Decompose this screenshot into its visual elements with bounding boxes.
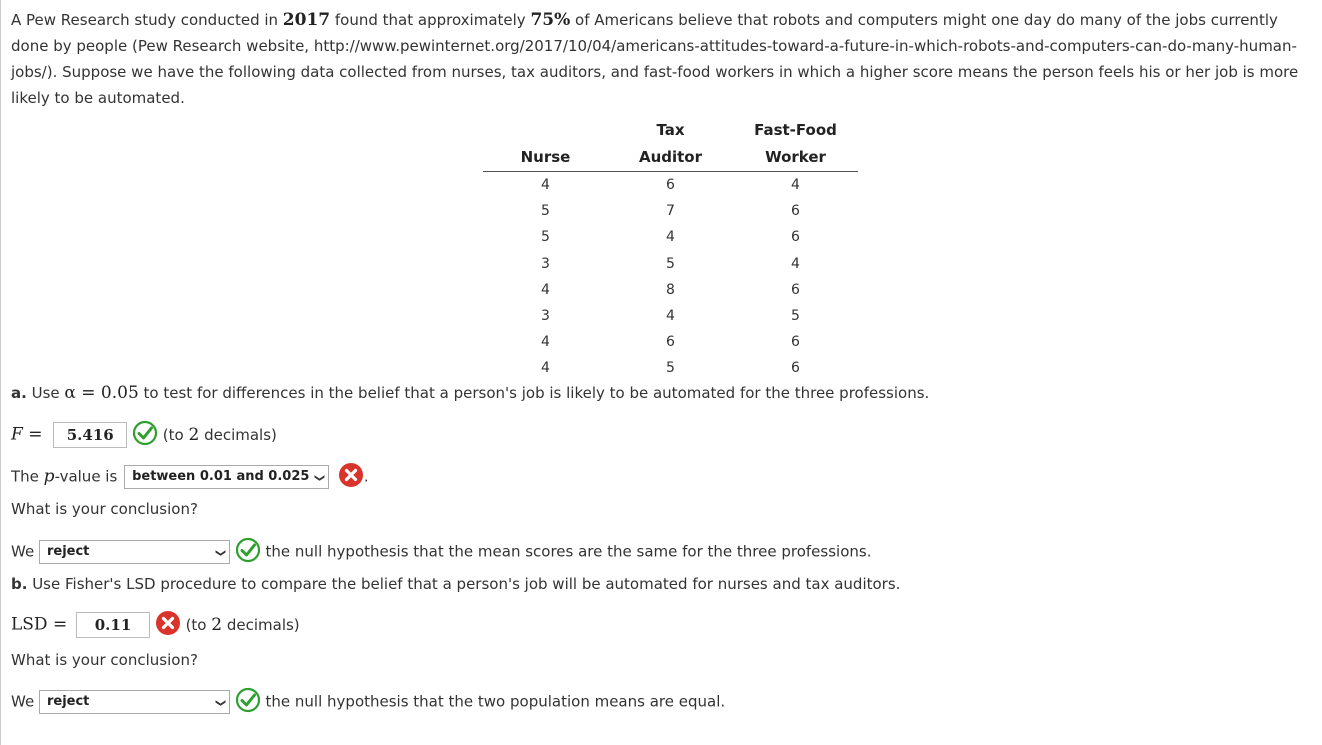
part-b-label: b. [11,575,28,593]
part-a-label: a. [11,384,27,402]
cell-fastfood: 6 [791,281,800,298]
part-a-text-2: to test for differences in the belief that a person's job is likely to be automated for the three professions. [138,384,930,402]
cell-nurse: 4 [541,360,550,377]
header-tax-line2: Auditor [608,144,733,172]
lsd-label: LSD = [11,614,68,635]
intro-text-1: A Pew Research study conducted in [11,11,283,29]
we-label: We [11,692,35,711]
part-a-conclusion-select[interactable] [39,540,230,564]
page-left-border [0,0,1,745]
cell-fastfood: 6 [791,334,800,351]
cell-tax: 6 [666,177,675,194]
we-label: We [11,542,35,561]
table-row [483,198,858,224]
p-value-selected: between 0.01 and 0.025 [132,469,310,484]
header-tax-line1: Tax [656,121,685,139]
part-b-prompt [11,575,900,593]
table-row [483,303,858,329]
cell-nurse: 3 [541,255,550,272]
part-b-conclusion-select[interactable] [39,690,230,714]
cell-tax: 6 [666,334,675,351]
header-fastfood-line2: Worker [733,144,858,172]
conclusion-selected: reject [46,694,90,709]
table-row [483,172,858,199]
check-icon [235,687,261,717]
cell-tax: 4 [666,308,675,325]
chevron-down-icon: ❯ [313,473,325,483]
cell-tax: 8 [666,281,675,298]
intro-text-2: found that approximately [330,11,531,29]
cell-fastfood: 4 [791,255,800,272]
part-a-question: What is your conclusion? [11,500,198,518]
cell-nurse: 4 [541,177,550,194]
p-symbol: p [43,466,55,487]
f-statistic-row [11,420,277,450]
lsd-value-input[interactable]: 0.11 [76,612,150,638]
cell-nurse: 4 [541,334,550,351]
cell-fastfood: 6 [791,360,800,377]
p-value-text-2: -value is [54,467,118,486]
error-icon [338,462,364,492]
table-row [483,277,858,303]
error-icon [155,610,181,640]
table-row [483,251,858,277]
data-table [483,117,858,382]
chevron-down-icon: ❯ [214,548,226,558]
check-icon [132,420,158,450]
lsd-row [11,610,300,640]
p-value-row [11,462,369,492]
part-b-conclusion-text: the null hypothesis that the two population means are equal. [265,692,726,711]
part-b-text: Use Fisher's LSD procedure to compare the belief that a person's job will be automated for nurses and tax auditors. [27,575,901,593]
cell-nurse: 5 [541,203,550,220]
part-b-conclusion-row [11,687,725,717]
header-nurse-line2: Nurse [483,144,608,172]
alpha-value: α = 0.05 [64,383,139,403]
cell-tax: 7 [666,203,675,220]
cell-tax: 4 [666,229,675,246]
lsd-hint: (to 2 decimals) [185,614,300,635]
p-value-period: . [363,467,369,486]
table-row [483,329,858,355]
chevron-down-icon: ❯ [214,698,226,708]
conclusion-selected: reject [46,544,90,559]
cell-tax: 5 [666,360,675,377]
table-row [483,355,858,381]
check-icon [235,537,261,567]
cell-nurse: 3 [541,308,550,325]
part-b-question: What is your conclusion? [11,651,198,669]
p-value-text-1: The [11,467,44,486]
f-hint: (to 2 decimals) [162,424,277,445]
p-value-select[interactable] [124,465,329,489]
cell-tax: 5 [666,255,675,272]
part-a-conclusion-text: the null hypothesis that the mean scores are the same for the three professions. [265,542,872,561]
table-row [483,224,858,250]
intro-text-3: of Americans believe that robots and computers might one day do many of the jobs currently done by people (Pew Research website, http://www.pewinternet.org/2017/10/04/americans-attitudes-toward-a-future-in-which-robots-and-computers-can-do-many-human-jobs/). Suppose we have the following data collected from nurses, tax auditors, and fast-food workers in which a higher score means the person feels his or her job is more likely to be automated. [11,11,1299,107]
header-fastfood-line1: Fast-Food [754,121,837,139]
header-nurse-line1 [483,117,608,144]
intro-year: 2017 [282,10,331,30]
cell-fastfood: 5 [791,308,800,325]
cell-nurse: 4 [541,281,550,298]
cell-fastfood: 6 [791,229,800,246]
problem-statement [11,7,1316,111]
f-value-input[interactable]: 5.416 [53,422,127,448]
f-label: F = [11,424,43,445]
part-a-conclusion-row [11,537,871,567]
cell-fastfood: 4 [791,177,800,194]
part-a-prompt [11,383,929,403]
part-a-text-1: Use [26,384,65,402]
cell-nurse: 5 [541,229,550,246]
intro-percent: 75% [530,10,571,30]
cell-fastfood: 6 [791,203,800,220]
